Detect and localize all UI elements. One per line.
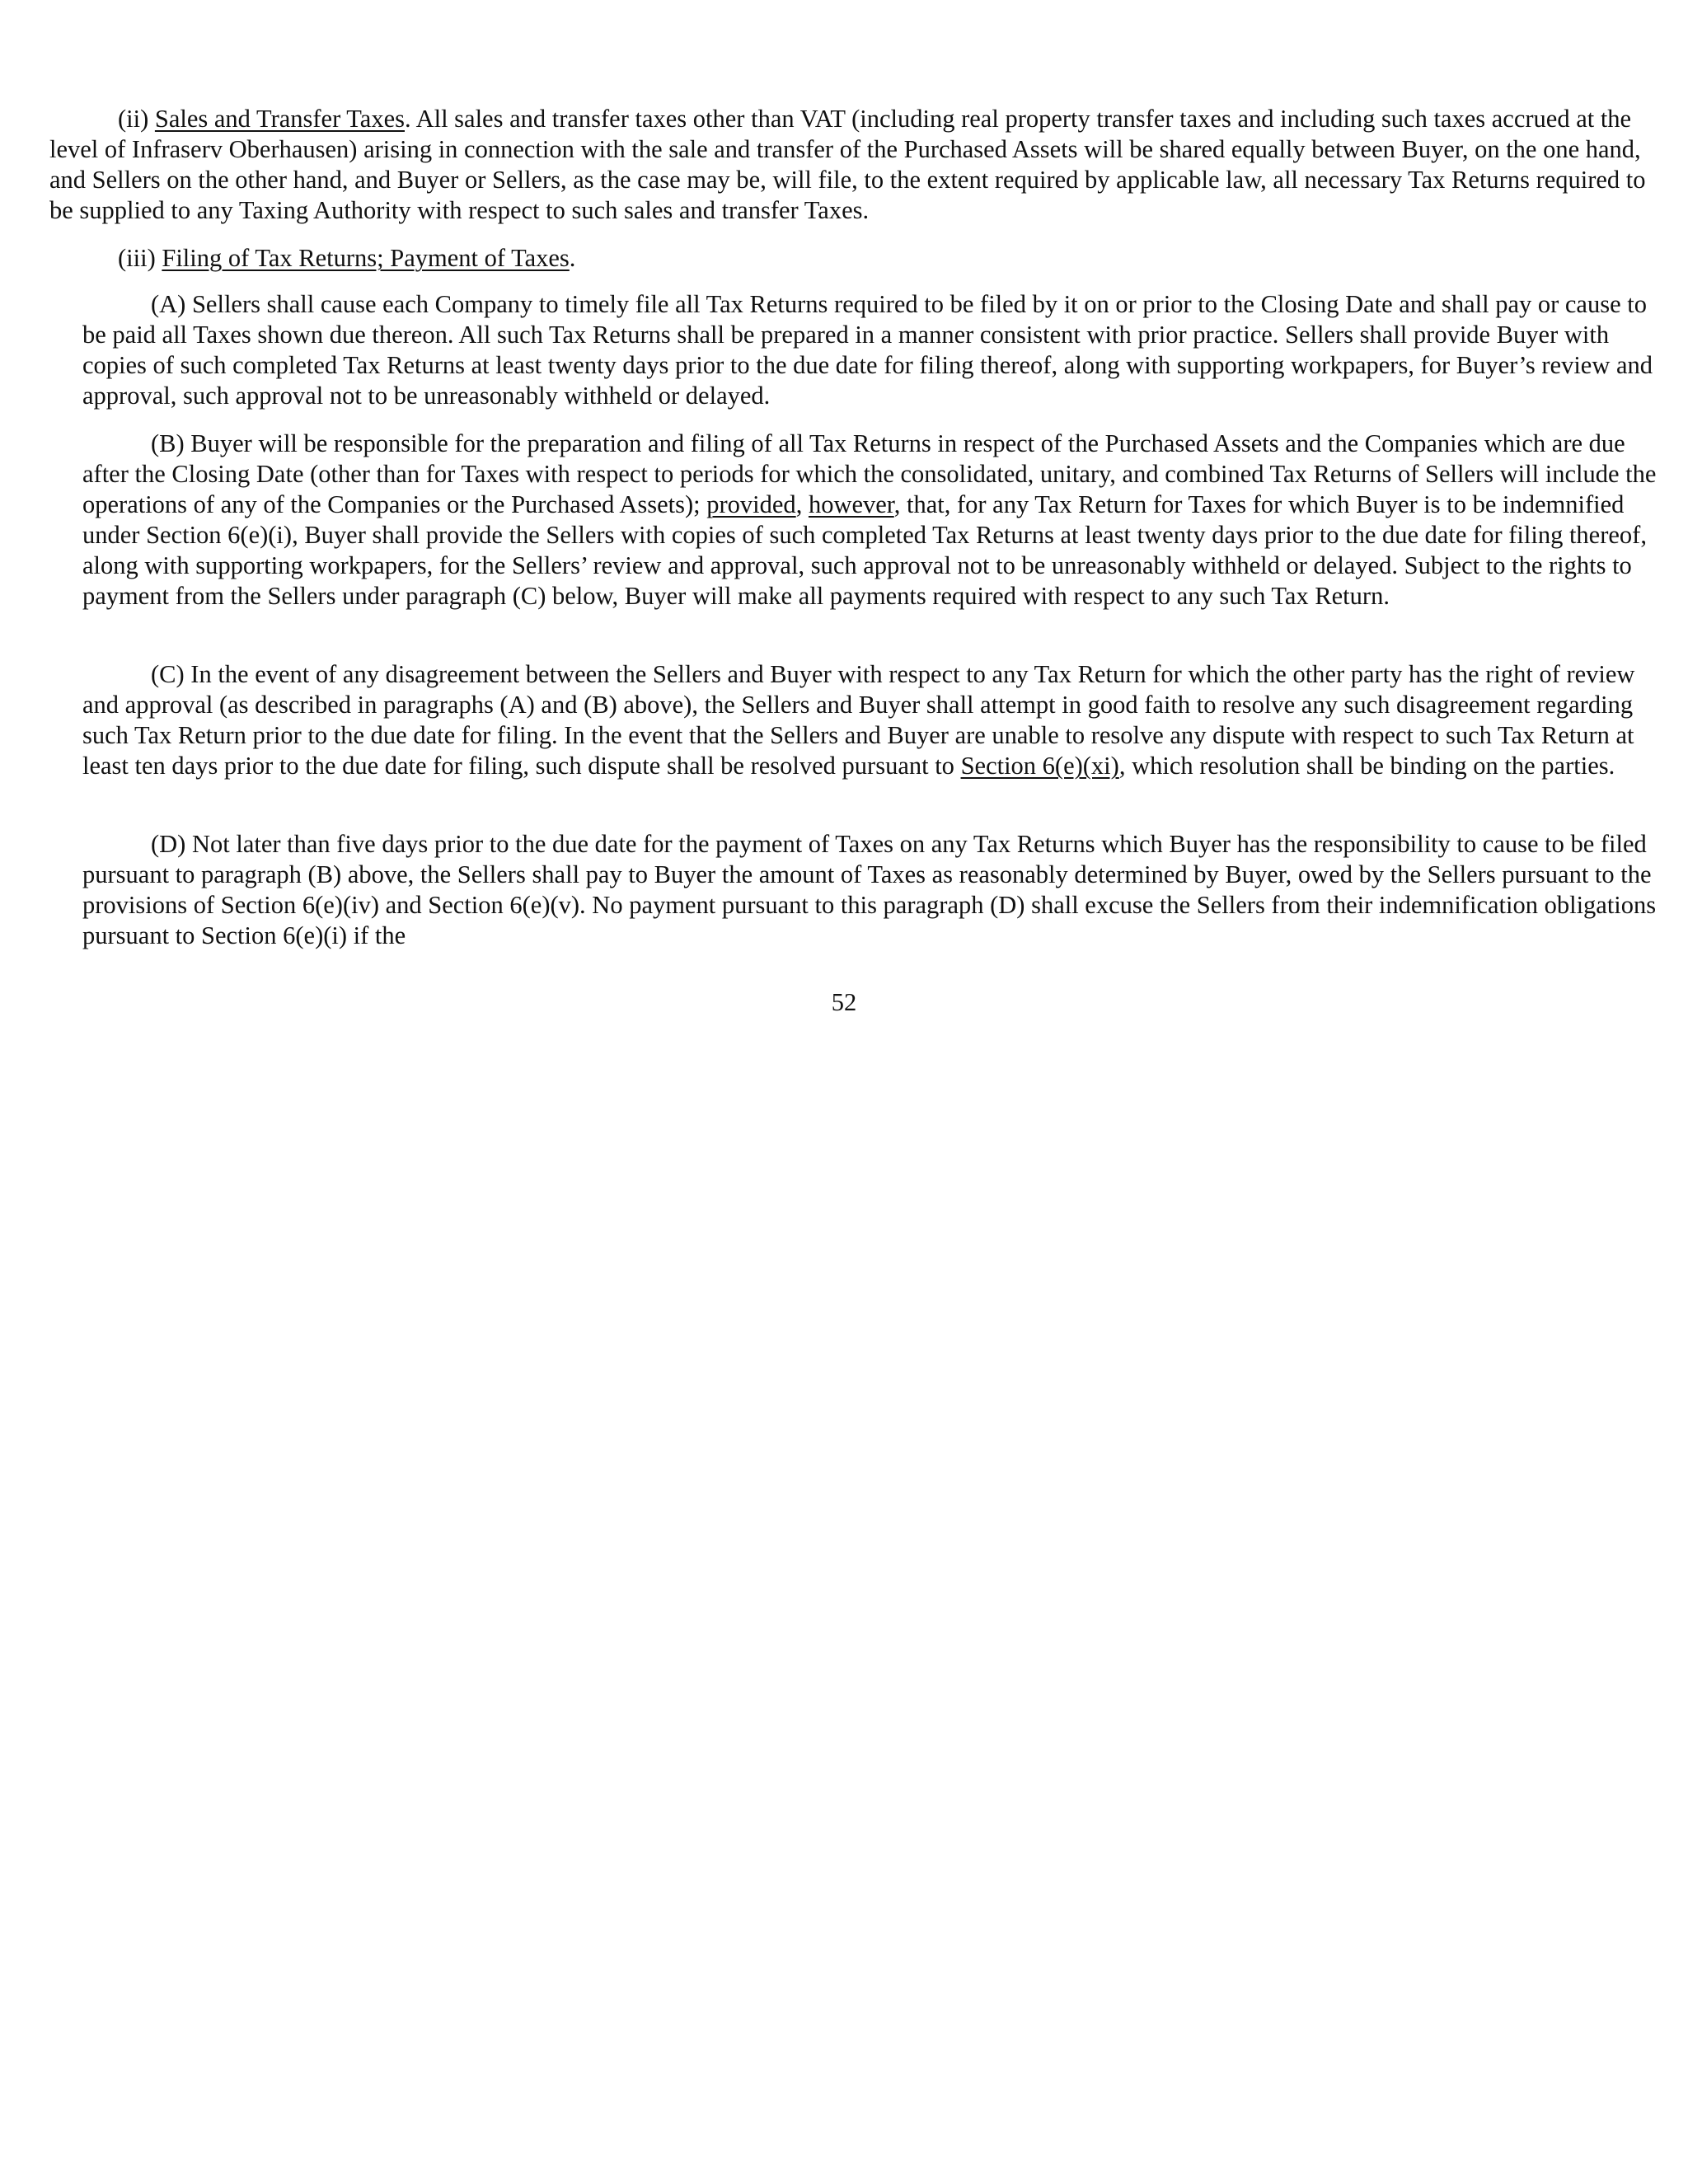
term-however: however: [808, 490, 894, 518]
paragraph-body: . All sales and transfer taxes other than VAT (including real property transfer taxes and including such taxes accrued at the level of Infraserv Oberhausen) arising in connection with the sale and transfer of the Purchased Assets will be shared equally between Buyer, on the one hand, and Sellers on the other hand, and Buyer or Sellers, as the case may be, will file, to the extent required by applicable law, all necessary Tax Returns required to be supplied to any Taxing Authority with respect to such sales and transfer Taxes.: [49, 105, 1646, 224]
paragraph-body: .: [569, 244, 576, 272]
paragraph-sales-transfer-taxes: [49, 104, 1657, 226]
term-provided: provided: [706, 490, 796, 518]
paragraph-b-text-2: , that, for any Tax Return for Taxes for which Buyer is to be indemnified under Section 6(e)(i), Buyer shall provide the Sellers with copies of such completed Tax Returns at least twenty days prior to the due date for filing thereof, along with supporting workpapers, for the Sellers’ review and approval, such approval not to be unreasonably withheld or delayed. Subject to the rights to payment from the Sellers under paragraph (C) below, Buyer will make all payments required with respect to any such Tax Return.: [82, 490, 1647, 610]
paragraph-c: [82, 659, 1657, 781]
section-reference-6e-xi: Section 6(e)(xi): [960, 752, 1119, 780]
paragraph-lead: (iii): [118, 244, 162, 272]
paragraph-a-text: (A) Sellers shall cause each Company to timely file all Tax Returns required to be filed by it on or prior to the Closing Date and shall pay or cause to be paid all Taxes shown due thereon. All such Tax Returns shall be prepared in a manner consistent with prior practice. Sellers shall provide Buyer with copies of such completed Tax Returns at least twenty days prior to the due date for filing thereof, along with supporting workpapers, for Buyer’s review and approval, such approval not to be unreasonably withheld or delayed.: [82, 290, 1653, 410]
paragraph-filing-of-tax-returns: [49, 243, 1657, 274]
paragraph-a: [82, 289, 1657, 411]
paragraph-b: [82, 429, 1657, 612]
paragraph-d: [82, 829, 1657, 951]
page-number: 52: [831, 988, 857, 1016]
paragraph-lead: (ii): [118, 105, 155, 133]
paragraph-c-text-2: , which resolution shall be binding on the parties.: [1118, 752, 1615, 780]
paragraph-b-comma: ,: [795, 490, 809, 518]
paragraph-c-text-1: (C) In the event of any disagreement between the Sellers and Buyer with respect to any Tax Return for which the other party has the right of review and approval (as described in paragraphs (A) and (B) above), the Sellers and Buyer shall attempt in good faith to resolve any such disagreement regarding such Tax Return prior to the due date for filing. In the event that the Sellers and Buyer are unable to resolve any dispute with respect to such Tax Return at least ten days prior to the due date for filing, such dispute shall be resolved pursuant to: [82, 660, 1635, 780]
paragraph-d-text: (D) Not later than five days prior to the due date for the payment of Taxes on any Tax Returns which Buyer has the responsibility to cause to be filed pursuant to paragraph (B) above, the Sellers shall pay to Buyer the amount of Taxes as reasonably determined by Buyer, owed by the Sellers pursuant to the provisions of Section 6(e)(iv) and Section 6(e)(v). No payment pursuant to this paragraph (D) shall excuse the Sellers from their indemnification obligations pursuant to Section 6(e)(i) if the: [82, 830, 1657, 949]
section-heading-sales-transfer-taxes: Sales and Transfer Taxes: [154, 105, 405, 133]
section-heading-filing-tax-returns: Filing of Tax Returns; Payment of Taxes: [162, 244, 570, 272]
paragraph-b-text-1: (B) Buyer will be responsible for the preparation and filing of all Tax Returns in respect of the Purchased Assets and the Companies which are due after the Closing Date (other than for Taxes with respect to periods for which the consolidated, unitary, and combined Tax Returns of Sellers will include the operations of any of the Companies or the Purchased Assets);: [82, 429, 1657, 518]
